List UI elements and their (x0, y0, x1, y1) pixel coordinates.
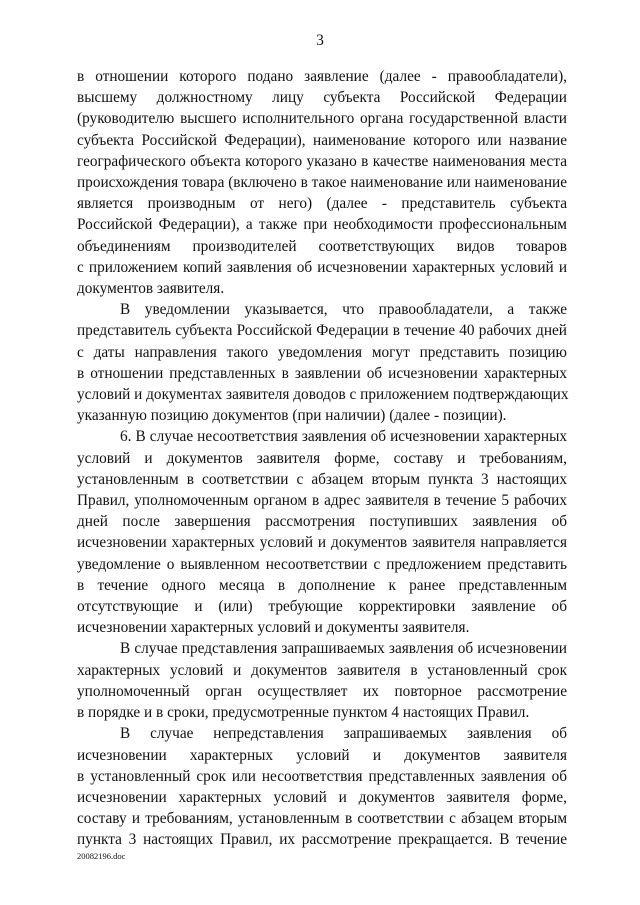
text-line: Правил, уполномоченным органом в адрес заявителя в течение 5 рабочих (77, 492, 567, 510)
text-line: высшему должностному лицу субъекта Российской Федерации (77, 89, 567, 107)
text-line: дней после завершения рассмотрения поступивших заявления об (77, 513, 567, 531)
text-line: объединениям производителей соответствующих видов товаров (77, 237, 567, 255)
text-line: субъекта Российской Федерации), наименование которого или название (77, 131, 567, 149)
text-line: представитель субъекта Российской Федерации в течение 40 рабочих дней (77, 322, 567, 340)
text-line: установленным в соответствии с абзацем вторым пункта 3 настоящих (77, 470, 567, 488)
text-line: условий и документах заявителя доводов с приложением подтверждающих (77, 386, 569, 404)
text-line: с приложением копий заявления об исчезновении характерных условий и (77, 258, 567, 276)
text-line: характерных условий и документов заявителя в установленный срок (77, 661, 567, 679)
text-line: географического объекта которого указано в качестве наименования места (77, 152, 567, 170)
text-line: в отношении представленных в заявлении об исчезновении характерных (77, 364, 567, 382)
text-line: в порядке и в сроки, предусмотренные пунктом 4 настоящих Правил. (77, 704, 530, 722)
text-line: указанную позицию документов (при наличии) (далее - позиции). (77, 407, 507, 425)
footer-doc-reference: 20082196.doc (77, 851, 126, 861)
text-line: в установленный срок или несоответствия представленных заявления об (77, 767, 567, 785)
text-line: отсутствующие и (или) требующие корректировки заявление об (77, 598, 567, 616)
text-line: исчезновении характерных условий и документов заявителя (77, 746, 567, 764)
text-line: исчезновении характерных условий и документов заявителя направляется (77, 534, 567, 552)
text-line: Российской Федерации), а также при необходимости профессиональным (77, 216, 567, 234)
text-line: с даты направления такого уведомления могут представить позицию (77, 343, 567, 361)
text-line: В случае представления запрашиваемых заявления об исчезновении (120, 640, 567, 658)
text-line: в отношении которого подано заявление (далее - правообладатели), (77, 68, 567, 85)
paragraph (77, 66, 567, 299)
text-line: В случае непредставления запрашиваемых заявления об (120, 725, 567, 743)
paragraph (77, 638, 567, 723)
paragraph (77, 299, 567, 426)
text-line: документов заявителя. (77, 280, 225, 298)
text-line: пункта 3 настоящих Правил, их рассмотрение прекращается. В течение (77, 831, 567, 849)
text-line: В уведомлении указывается, что правообладатели, а также (120, 301, 567, 319)
text-line: исчезновении характерных условий и документы заявителя. (77, 619, 470, 637)
text-line: 6. В случае несоответствия заявления об исчезновении характерных (120, 428, 567, 446)
text-line: уведомление о выявленном несоответствии с предложением представить (77, 555, 567, 573)
page-number: 3 (316, 32, 324, 49)
text-line: происхождения товара (включено в такое наименование или наименование (77, 174, 567, 192)
text-line: (руководителю высшего исполнительного органа государственной власти (77, 110, 567, 128)
text-line: в течение одного месяца в дополнение к ранее представленным (77, 576, 567, 594)
text-line: условий и документов заявителя форме, составу и требованиям, (77, 449, 567, 467)
document-body (77, 66, 567, 851)
paragraph (77, 426, 567, 638)
text-line: составу и требованиям, установленным в соответствии с абзацем вторым (77, 810, 567, 828)
paragraph (77, 723, 567, 850)
text-line: исчезновении характерных условий и документов заявителя форме, (77, 788, 567, 806)
text-line: является производным от него) (далее - представитель субъекта (77, 195, 567, 213)
text-line: уполномоченный орган осуществляет их повторное рассмотрение (77, 682, 567, 700)
